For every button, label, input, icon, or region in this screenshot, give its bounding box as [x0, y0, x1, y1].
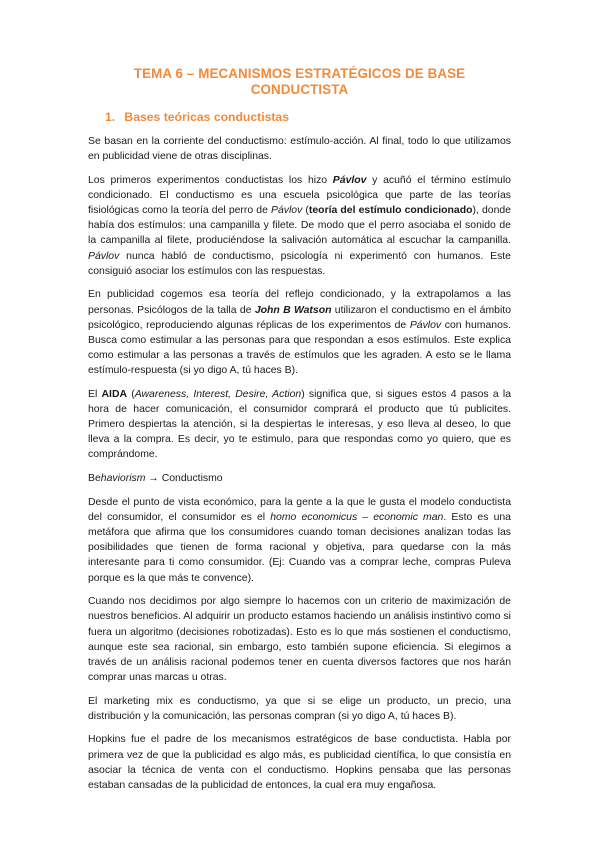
paragraph-hopkins	[88, 732, 511, 793]
page-title	[88, 66, 511, 98]
paragraph-text: El	[88, 388, 102, 400]
page-title-line-1: TEMA 6 – MECANISMOS ESTRATÉGICOS DE BASE	[133, 66, 466, 81]
paragraph-text: ) significa que, si sigues estos 4 pasos a la hora de hacer comunicación, el consumidor comprará el producto que tú publicites. Primero despiertas la atención, si la despiertas le interesas, y eso lleva al deseo, lo que lleva a la compra. Es decir, yo te estimulo, para que respondas como yo quiero, que es comprándome.	[88, 388, 511, 461]
paragraph-text: El marketing mix es conductismo, ya que si se elige un producto, un precio, una distribución y la comunicación, las personas compran (si yo digo A, tú haces B).	[88, 695, 511, 722]
paragraph-text: Hopkins fue el padre de los mecanismos estratégicos de base conductista. Habla por primera vez de que la publicidad es algo más, es publicidad científica, lo que consistía en asociar la técnica de venta con el conductismo. Hopkins pensaba que las personas estaban cansadas de la publicidad de entonces, la cual era muy engañosa.	[88, 734, 511, 791]
paragraph-text: Desde el punto de vista económico, para la gente a la que le gusta el modelo conductista del consumidor, el consumidor es el	[88, 496, 511, 523]
emphasis-behaviorism: haviorism	[100, 473, 146, 485]
paragraph-text: (	[302, 205, 309, 217]
paragraph-text: ), donde había dos estímulos: una campanilla y filete. De modo que el perro asociaba el sonido de la campanilla al filete, produciéndose la salivación automática al escuchar la campanilla.	[88, 205, 511, 247]
emphasis-pavlov: Pávlov	[88, 250, 120, 262]
emphasis-stimulus-theory: teoría del estímulo condicionado	[308, 205, 473, 217]
paragraph-pavlov	[88, 173, 511, 279]
paragraph-text: En publicidad cogemos esa teoría del reflejo condicionado, y la extrapolamos a las personas. Psicólogos de la talla de	[88, 289, 511, 316]
emphasis-aida: AIDA	[101, 388, 128, 400]
paragraph-text: Los primeros experimentos conductistas los hizo	[88, 174, 333, 186]
paragraph-text: utilizaron el conductismo en el ámbito psicológico, reproduciendo algunas réplicas de los experimentos de	[88, 304, 511, 331]
emphasis-pavlov: Pávlov	[271, 205, 303, 217]
section-heading	[105, 110, 511, 125]
paragraph-text: con humanos. Busca como estimular a las personas para que respondan a esos estímulos. Este explica como estimular a las personas a través de estímulos que les agraden. A esto se le llama estímulo-respuesta (si yo digo A, tú haces B).	[88, 319, 512, 377]
section-label: Bases teóricas conductistas	[124, 110, 289, 124]
paragraph-marketing-mix	[88, 694, 511, 724]
section-number: 1.	[105, 110, 116, 124]
paragraph-text: nunca habló de conductismo, psicología ni experimentó con humanos. Este consiguió asociar los estímulos con las respuestas.	[88, 250, 511, 277]
emphasis-pavlov: Pávlov	[332, 174, 367, 186]
paragraph-homo-economicus	[88, 495, 511, 586]
paragraph-text: . Esto es una metáfora que afirma que los consumidores cuando toman decisiones analizan todas las posibilidades que tienen de forma racional y objetiva, para quedarse con la más interesante para ti como consumidor. (Ej: Cuando vas a comprar leche, compras Puleva porque es la que más te convence).	[88, 511, 511, 584]
paragraph-text: Se basan en la corriente del conductismo: estímulo-acción. Al final, todo lo que utilizamos en publicidad viene de otras disciplinas.	[88, 136, 511, 163]
paragraph-aida	[88, 387, 511, 463]
emphasis-aida-terms: Awareness, Interest, Desire, Action	[134, 388, 302, 400]
emphasis-pavlov: Pávlov	[409, 319, 442, 331]
paragraph-text: → Conductismo	[145, 473, 223, 485]
paragraph-text: (	[127, 388, 135, 400]
paragraph-intro	[88, 134, 511, 164]
emphasis-homo-economicus: homo economicus – economic man	[270, 511, 444, 523]
paragraph-behaviorism	[88, 471, 511, 486]
page-title-line-2: CONDUCTISTA	[250, 82, 349, 97]
paragraph-watson	[88, 287, 511, 378]
paragraph-text: Cuando nos decidimos por algo siempre lo hacemos con un criterio de maximización de nuestros beneficios. Al adquirir un producto estamos haciendo un análisis instintivo como si fuera un algoritmo (decisiones robotizadas). Esto es lo que más sostienen el conductismo, aunque este sea racional, sin embargo, esto también supone eficiencia. Si elegimos a través de un análisis racional podemos tener en cuenta diversos factores que nos harán comprar unas marcas u otras.	[88, 596, 511, 683]
paragraph-text: Be	[88, 473, 101, 485]
paragraph-text: y acuñó el término estímulo condicionado. El conductismo es una escuela psicológica que parte de las teorías fisiológicas como la teoría del perro de	[88, 174, 511, 217]
paragraph-maximization	[88, 594, 511, 685]
emphasis-watson: John B Watson	[254, 304, 332, 316]
